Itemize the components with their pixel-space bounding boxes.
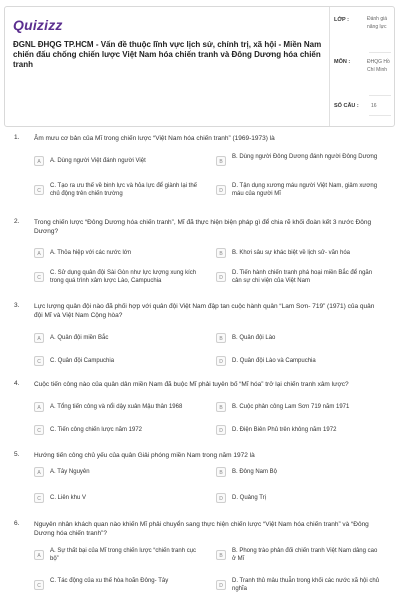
subject-label: MÔN : [334,59,351,65]
option-letter: B [216,550,226,560]
option-letter: B [216,333,226,343]
question-number: 3. [14,302,20,309]
count-label: SỐ CÂU : [334,103,359,109]
option-text: B. Cuộc phản công Lam Sơn 719 năm 1971 [232,404,350,410]
option-text: A. Tổng tiến công và nổi dậy xuân Mậu thân 1968 [50,404,183,410]
worksheet-header [4,6,395,127]
question-text: Lực lượng quân đội nào đã phối hợp với quân đội Việt Nam đập tan cuộc hành quân “Lam Sơn- 719” (1971) của quân đội Mĩ và Việt Nam Cộng hòa? [34,303,375,319]
option-text: B. Dùng người Đông Dương đánh người Đông Dương [232,154,378,160]
option-a[interactable] [34,245,204,261]
option-text: D. Quân đội Lào và Campuchia [232,358,316,364]
option-letter: C [34,185,44,195]
option-letter: B [216,248,226,258]
question-number: 5. [14,451,20,458]
option-d[interactable] [216,182,386,198]
option-letter: D [216,185,226,195]
option-letter: B [216,156,226,166]
question-text: Hướng tiến công chủ yếu của quân Giải phóng miền Nam trong năm 1972 là [34,452,255,459]
count-line [369,115,391,116]
option-c[interactable] [34,182,204,198]
option-text: A. Dùng người Việt đánh người Việt [50,158,146,164]
option-c[interactable] [34,577,204,593]
option-b[interactable] [216,245,386,261]
option-b[interactable] [216,464,386,480]
option-text: A. Tây Nguyên [50,469,90,475]
option-text: A. Sự thất bại của Mĩ trong chiến lược “chiến tranh cục bộ” [50,548,197,562]
option-c[interactable] [34,269,204,285]
option-text: C. Liên khu V [50,495,87,501]
option-c[interactable] [34,353,204,369]
option-letter: A [34,550,44,560]
question-text: Nguyên nhân khách quan nào khiến Mĩ phải chuyển sang thực hiện chiến lược “Việt Nam hóa chiến tranh” và “Đông Dương hóa chiến tranh”? [34,521,369,537]
option-text: B. Khơi sâu sự khác biệt về lịch sử- văn hóa [232,250,351,256]
option-a[interactable] [34,464,204,480]
question-number: 6. [14,520,20,527]
subject-line [369,95,391,96]
option-letter: C [34,272,44,282]
option-letter: D [216,425,226,435]
class-label: LỚP : [334,17,349,23]
option-text: C. Sử dụng quân đội Sài Gòn như lực lượng xung kích trong quá trình xâm lược Lào, Campuchia [50,270,197,284]
option-b[interactable] [216,399,386,415]
option-letter: D [216,580,226,590]
option-letter: C [34,580,44,590]
option-letter: C [34,356,44,366]
option-c[interactable] [34,490,204,506]
option-text: D. Tận dụng xương máu người Việt Nam, giảm xương máu của người Mĩ [232,183,378,197]
header-divider [329,7,330,126]
option-text: D. Quảng Trị [232,495,267,501]
option-d[interactable] [216,577,386,593]
option-a[interactable] [34,399,204,415]
option-letter: D [216,356,226,366]
option-letter: A [34,333,44,343]
subject-value: ĐHQG Hồ Chí Minh [367,59,390,73]
option-letter: B [216,467,226,477]
option-letter: B [216,402,226,412]
option-text: D. Điện Biên Phủ trên không năm 1972 [232,427,337,433]
option-letter: C [34,493,44,503]
option-a[interactable] [34,153,204,169]
option-d[interactable] [216,353,386,369]
count-value: 16 [371,103,377,109]
question-number: 1. [14,134,20,141]
option-b[interactable] [216,547,386,563]
option-b[interactable] [216,153,386,169]
option-text: B. Phong trào phản đối chiến tranh Việt Nam dâng cao ở Mĩ [232,548,378,562]
option-a[interactable] [34,547,204,563]
question-text: Âm mưu cơ bản của Mĩ trong chiến lược “Việt Nam hóa chiến tranh” (1969-1973) là [34,135,275,142]
quizizz-logo: Quizizz [13,17,63,33]
worksheet-title: ĐGNL ĐHQG TP.HCM - Vấn đề thuộc lĩnh vực lịch sử, chính trị, xã hội - Miền Nam chiến đấu chống chiến lược Việt Nam hóa chiến tranh và Đông Dương hóa chiến tranh [13,40,322,69]
question-text: Trong chiến lược “Đông Dương hóa chiến tranh”, Mĩ đã thực hiện biện pháp gì để chia rẽ khối đoàn kết 3 nước Đông Dương? [34,219,372,235]
option-text: B. Đông Nam Bộ [232,469,278,475]
option-letter: A [34,402,44,412]
option-text: B. Quân đội Lào [232,335,276,341]
option-letter: A [34,467,44,477]
option-text: D. Tiến hành chiến tranh phá hoại miền Bắc để ngăn cản sự chi viện của Việt Nam [232,270,373,284]
option-text: A. Quân đội miền Bắc [50,335,109,341]
question-number: 2. [14,218,20,225]
option-d[interactable] [216,422,386,438]
option-text: C. Tạo ra ưu thế về binh lực và hỏa lực để giành lại thế chủ động trên chiến trường [50,183,198,197]
class-line [369,52,391,53]
option-d[interactable] [216,269,386,285]
option-letter: C [34,425,44,435]
question-number: 4. [14,380,20,387]
option-letter: A [34,156,44,166]
option-text: C. Tiến công chiến lược năm 1972 [50,427,143,433]
option-c[interactable] [34,422,204,438]
option-text: D. Tranh thủ mâu thuẫn trong khối các nước xã hội chủ nghĩa [232,578,380,592]
option-a[interactable] [34,330,204,346]
option-text: A. Thỏa hiệp với các nước lớn [50,250,132,256]
option-text: C. Quân đội Campuchia [50,358,115,364]
question-text: Cuộc tiến công nào của quân dân miền Nam đã buộc Mĩ phải tuyên bố “Mĩ hóa” trở lại chiến tranh xâm lược? [34,381,349,388]
option-d[interactable] [216,490,386,506]
option-letter: A [34,248,44,258]
class-value: Đánh giá năng lực [367,16,388,30]
option-b[interactable] [216,330,386,346]
option-text: C. Tác động của xu thế hòa hoãn Đông- Tây [50,578,169,584]
option-letter: D [216,272,226,282]
option-letter: D [216,493,226,503]
